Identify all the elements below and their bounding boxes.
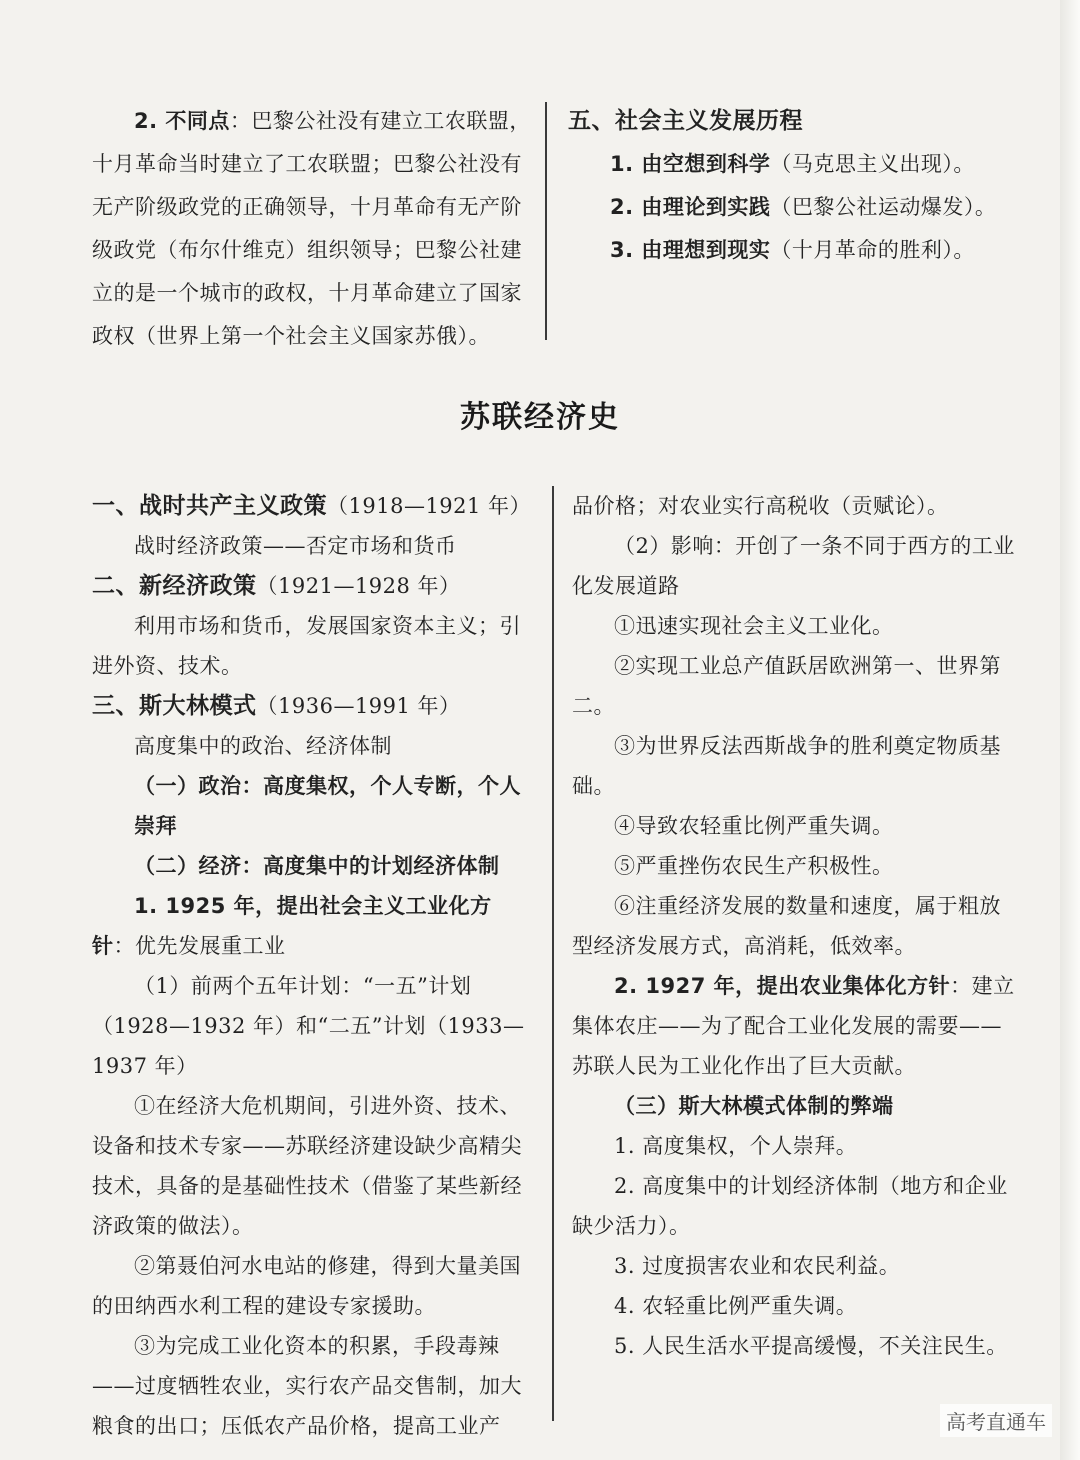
- column-divider-top: [545, 102, 547, 340]
- top-right-column: [568, 100, 1008, 272]
- watermark: 高考直通车: [940, 1404, 1052, 1437]
- history-item-1: [568, 143, 1008, 186]
- difference-label: 2. 不同点: [134, 109, 230, 133]
- history-item-3: [568, 229, 1008, 272]
- section-two-title: 二、新经济政策: [92, 573, 257, 599]
- impact-point-6: ⑥注重经济发展的数量和速度，属于粗放型经济发展方式，高消耗，低效率。: [572, 894, 1001, 958]
- drawback-3: 3. 过度损害农业和农民利益。: [614, 1254, 901, 1278]
- section-three-date: （1936—1991 年）: [256, 694, 461, 718]
- collectivization-text: ：建立集体农庄——为了配合工业化发展的需要——苏联人民为工业化作出了巨大贡献。: [572, 974, 1015, 1078]
- history-item-1-note: （马克思主义出现）。: [770, 152, 975, 176]
- plan-point-3: ③为完成工业化资本的积累，手段毒辣——过度牺牲农业，实行农产品交售制，加大粮食的出口；压低农产品价格，提高工业产: [92, 1334, 522, 1438]
- industrialization-paragraph: [92, 886, 532, 966]
- impact-point-1: ①迅速实现社会主义工业化。: [614, 614, 894, 638]
- top-left-column: [92, 100, 532, 358]
- collectivization-label: 2. 1927 年，提出农业集体化方针: [614, 974, 951, 998]
- section-three-text: 高度集中的政治、经济体制: [134, 734, 392, 758]
- impact-point-2: ②实现工业总产值跃居欧洲第一、世界第二。: [572, 654, 1001, 718]
- collectivization-paragraph: [572, 966, 1022, 1086]
- difference-text: ：巴黎公社没有建立工农联盟，十月革命当时建立了工农联盟；巴黎公社没有无产阶级政党的正确领导，十月革命有无产阶级政党（布尔什维克）组织领导；巴黎公社建立的是一个城市的政权，十月革命建立了国家政权（世界上第一个社会主义国家苏俄）。: [92, 109, 531, 348]
- column-divider-bottom: [552, 486, 554, 1421]
- section-two-date: （1921—1928 年）: [256, 574, 461, 598]
- impact-point-4: ④导致农轻重比例严重失调。: [614, 814, 894, 838]
- drawbacks-subheading: （三）斯大林模式体制的弊端: [614, 1094, 894, 1118]
- politics-subheading: （一）政治：高度集权，个人专断，个人崇拜: [134, 774, 521, 838]
- history-item-3-label: 3. 由理想到现实: [610, 238, 771, 262]
- section-one-text: 战时经济政策——否定市场和货币: [134, 534, 457, 558]
- section-three-title: 三、斯大林模式: [92, 693, 257, 719]
- impact-point-5: ⑤严重挫伤农民生产积极性。: [614, 854, 894, 878]
- impact-point-3: ③为世界反法西斯战争的胜利奠定物质基础。: [572, 734, 1001, 798]
- economy-subheading: （二）经济：高度集中的计划经济体制: [134, 854, 500, 878]
- drawback-5: 5. 人民生活水平提高缓慢，不关注民生。: [614, 1334, 1008, 1358]
- section-one-date: （1918—1921 年）: [327, 494, 532, 518]
- continued-text: 品价格；对农业实行高税收（贡赋论）。: [572, 494, 949, 518]
- five-year-plans: （1）前两个五年计划：“一五”计划（1928—1932 年）和“二五”计划（1933—1937 年）: [92, 974, 525, 1078]
- section-two-heading: [92, 566, 532, 606]
- history-item-2-note: （巴黎公社运动爆发）。: [770, 195, 997, 219]
- history-item-1-label: 1. 由空想到科学: [610, 152, 771, 176]
- drawback-4: 4. 农轻重比例严重失调。: [614, 1294, 858, 1318]
- history-item-3-note: （十月革命的胜利）。: [770, 238, 975, 262]
- section-five-heading: 五、社会主义发展历程: [568, 108, 803, 134]
- bottom-right-column: [572, 486, 1022, 1366]
- impact-paragraph: （2）影响：开创了一条不同于西方的工业化发展道路: [572, 534, 1015, 598]
- section-three-heading: [92, 686, 532, 726]
- industrialization-label: 1. 1925 年，提出社会主义工业化方针: [92, 894, 492, 958]
- history-item-2: [568, 186, 1008, 229]
- section-two-text: 利用市场和货币，发展国家资本主义；引进外资、技术。: [92, 614, 521, 678]
- industrialization-text: ：优先发展重工业: [113, 934, 286, 958]
- drawback-2: 2. 高度集中的计划经济体制（地方和企业缺少活力）。: [572, 1174, 1008, 1238]
- history-item-2-label: 2. 由理论到实践: [610, 195, 771, 219]
- section-one-title: 一、战时共产主义政策: [92, 493, 327, 519]
- plan-point-2: ②第聂伯河水电站的修建，得到大量美国的田纳西水利工程的建设专家援助。: [92, 1254, 521, 1318]
- bottom-left-column: [92, 486, 532, 1446]
- page-edge: [1060, 0, 1080, 1460]
- drawback-1: 1. 高度集权，个人崇拜。: [614, 1134, 858, 1158]
- difference-paragraph: [92, 100, 532, 358]
- section-one-heading: [92, 486, 532, 526]
- plan-point-1: ①在经济大危机期间，引进外资、技术、设备和技术专家——苏联经济建设缺少高精尖技术，具备的是基础性技术（借鉴了某些新经济政策的做法）。: [92, 1094, 522, 1238]
- page-title: 苏联经济史: [460, 400, 620, 435]
